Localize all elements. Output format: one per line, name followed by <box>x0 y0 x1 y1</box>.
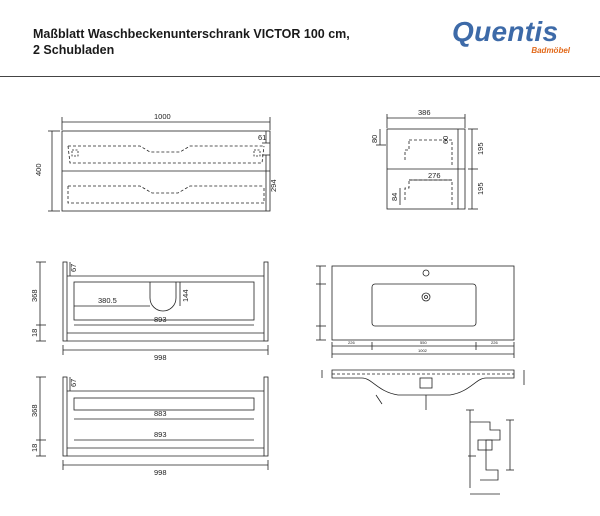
bottom-drawer-dim-18: 18 <box>30 443 39 452</box>
bottom-drawer-dim-883: 883 <box>154 409 167 418</box>
side-dim-195-top: 195 <box>476 142 485 155</box>
basin-dim-226-left: 226 <box>348 340 355 345</box>
side-dim-84: 84 <box>390 192 399 201</box>
bottom-drawer-dim-998: 998 <box>154 468 167 477</box>
front-top-offset-label: 61 <box>258 133 267 142</box>
top-drawer-dim-998: 998 <box>154 353 167 362</box>
top-drawer-dim-144: 144 <box>181 289 190 302</box>
top-drawer-dim-368: 368 <box>30 289 39 302</box>
bottom-drawer-dim-368: 368 <box>30 404 39 417</box>
basin-section-view <box>322 370 524 410</box>
front-width-label: 1000 <box>154 112 171 121</box>
top-drawer-dim-893: 893 <box>154 315 167 324</box>
logo-wordmark: Quentis <box>452 16 559 47</box>
basin-dim-1002: 1002 <box>418 348 427 353</box>
side-dim-60: 60 <box>441 135 450 144</box>
side-dim-276: 276 <box>428 171 441 180</box>
top-drawer-dim-3805: 380.5 <box>98 296 117 305</box>
front-height-label: 400 <box>34 163 43 176</box>
top-drawer-view <box>36 262 268 355</box>
basin-dim-550: 550 <box>420 340 427 345</box>
side-dim-80: 80 <box>370 134 379 143</box>
title-line-2: 2 Schubladen <box>33 43 115 57</box>
top-drawer-dim-67: 67 <box>69 263 78 272</box>
siphon-detail-view <box>466 410 514 494</box>
front-drawer-height-label: 294 <box>269 179 278 192</box>
bottom-drawer-dim-67: 67 <box>69 378 78 387</box>
top-drawer-dim-18: 18 <box>30 328 39 337</box>
side-dim-195-bottom: 195 <box>476 182 485 195</box>
front-view <box>48 117 270 211</box>
basin-dim-226-right: 226 <box>491 340 498 345</box>
title-line-1: Maßblatt Waschbeckenunterschrank VICTOR 100 cm, <box>33 27 350 41</box>
bottom-drawer-dim-893: 893 <box>154 430 167 439</box>
basin-top-view <box>316 266 514 358</box>
bottom-drawer-view <box>36 377 268 470</box>
logo-subtitle: Badmöbel <box>531 46 570 55</box>
side-depth-label: 386 <box>418 108 431 117</box>
